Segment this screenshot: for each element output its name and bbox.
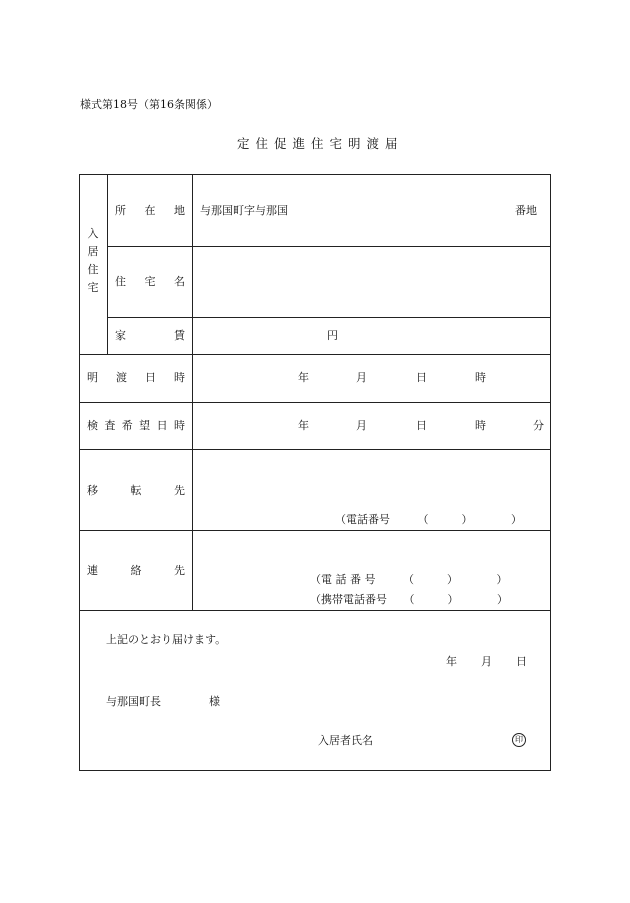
inspect-month: 月 [356,419,367,432]
location-prefix: 与那国町字与那国 [200,204,288,217]
vacate-year: 年 [298,371,309,384]
inspection-datetime-field[interactable] [193,403,549,448]
date-year: 年 [446,655,457,668]
vacate-month: 月 [356,371,367,384]
inspect-hour: 時 [475,419,486,432]
form-title: 定住促進住宅明渡届 [237,136,404,151]
vacate-datetime-label: 明 渡 日 時 [87,371,185,384]
vacate-datetime-field[interactable] [193,355,549,401]
location-label: 所 在 地 [115,204,185,217]
addressee-honorific: 様 [209,695,220,708]
resident-name-label: 入居者氏名 [318,734,373,747]
new-address-phone: （電話番号 （ ） ） [335,513,522,526]
date-month: 月 [481,655,492,668]
house-name-field[interactable] [193,247,549,316]
rent-field[interactable] [193,318,549,353]
seal-mark: 印 [512,733,526,747]
inspect-year: 年 [298,419,309,432]
new-address-label: 移 転 先 [87,484,185,497]
submission-statement: 上記のとおり届けます。 [106,633,227,646]
resident-name-field[interactable] [385,728,505,750]
new-address-field[interactable] [193,450,549,529]
date-day: 日 [516,655,527,668]
vacate-day: 日 [416,371,427,384]
inspect-day: 日 [416,419,427,432]
location-suffix: 番地 [515,204,537,217]
contact-mobile: （携帯電話番号 （ ） ） [310,593,508,606]
addressee: 与那国町長 [106,695,161,708]
contact-label: 連 絡 先 [87,564,185,577]
contact-field[interactable] [193,531,549,609]
house-name-label: 住 宅 名 [115,275,185,288]
contact-phone: （電 話 番 号 （ ） ） [310,573,508,586]
inspection-datetime-label: 検 査 希 望 日 時 [87,419,185,432]
rent-unit: 円 [327,329,338,342]
location-value-field[interactable] [193,175,549,245]
rent-label: 家 賃 [115,329,185,342]
section-label-resident-housing: 入 居 住 宅 [87,227,99,294]
vacate-hour: 時 [475,371,486,384]
inspect-minute: 分 [533,419,544,432]
form-number: 様式第18号（第16条関係） [80,98,218,111]
